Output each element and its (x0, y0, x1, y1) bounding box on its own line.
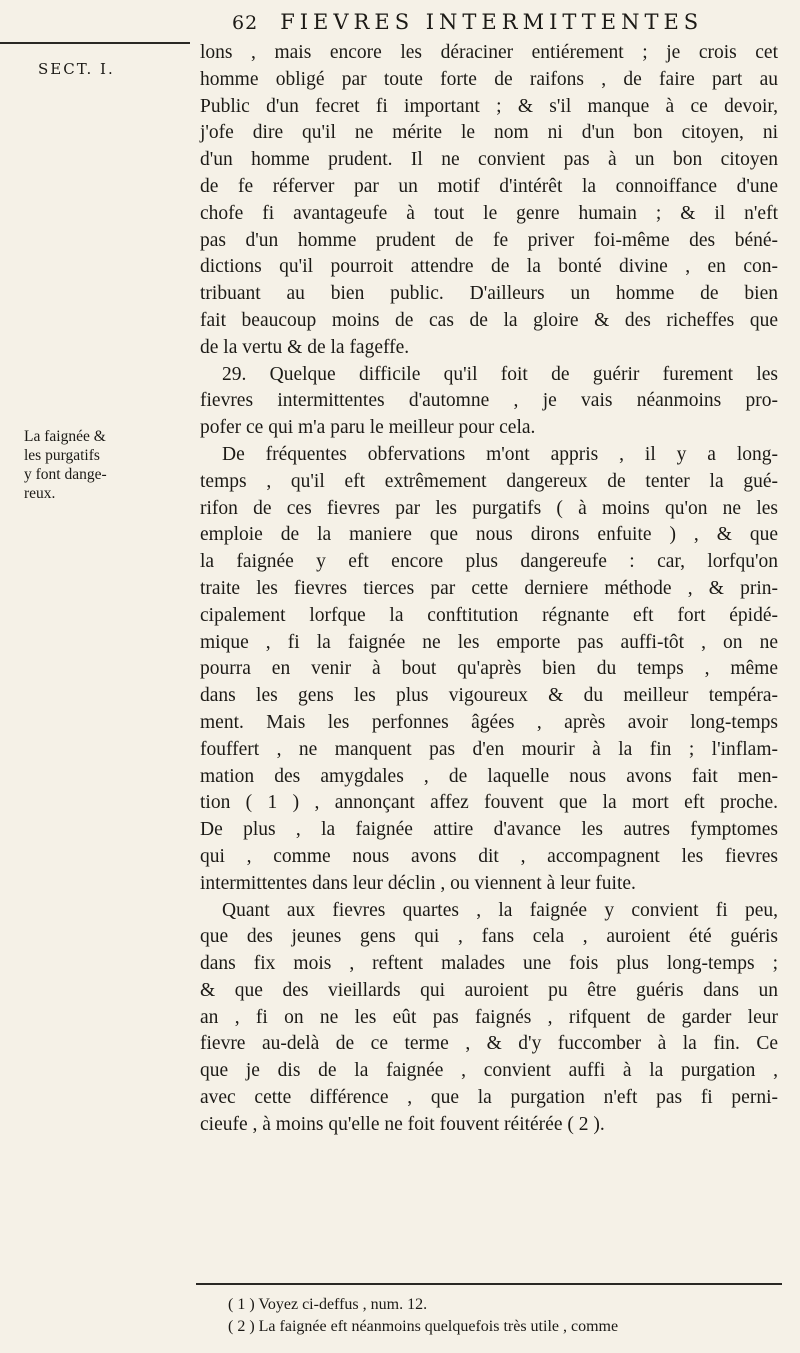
body-line: mation des amygdales , de laquelle nous avons fait men- (200, 765, 778, 787)
body-line: & que des vieillards qui auroient pu être guéris dans un (200, 979, 778, 1001)
body-line: temps , qu'il eft extrêmement dangereux de tenter la gué- (200, 470, 778, 492)
body-line: que des jeunes gens qui , fans cela , auroient été guéris (200, 926, 778, 948)
body-line: fait beaucoup moins de cas de la gloire & des richeffes que (200, 309, 778, 331)
footnote-1: ( 1 ) Voyez ci-deffus , num. 12. (228, 1296, 428, 1313)
body-line: ment. Mais les perfonnes âgées , après avoir long-temps (200, 711, 778, 733)
running-title: FIEVRES INTERMITTENTES (280, 10, 704, 34)
body-line: dans les gens les plus vigoureux & du meilleur tempéra- (200, 685, 778, 707)
body-line: que je dis de la faignée , convient auffi à la purgation , (200, 1060, 778, 1082)
body-line: avec cette différence , que la purgation n'eft pas fi perni- (200, 1087, 778, 1109)
body-line: j'ofe dire qu'il ne mérite le nom ni d'un bon citoyen, ni (200, 122, 778, 144)
running-header (232, 10, 792, 40)
body-line: tion ( 1 ) , annonçant affez fouvent que la mort eft proche. (200, 792, 778, 814)
body-line: cieufe , à moins qu'elle ne foit fouvent réitérée ( 2 ). (200, 1113, 605, 1135)
page-number: 62 (232, 12, 259, 34)
body-line: traite les fievres tierces par cette derniere méthode , & prin- (200, 577, 778, 599)
body-line: emploie de la maniere que nous dirons enfuite ) , & que (200, 524, 778, 546)
body-line: pofer ce qui m'a paru le meilleur pour cela. (200, 417, 536, 439)
margin-note-line: reux. (24, 485, 56, 502)
body-line: fievre au-delà de ce terme , & d'y fuccomber à la fin. Ce (200, 1033, 778, 1055)
body-line: De plus , la faignée attire d'avance les autres fymptomes (200, 819, 778, 841)
body-line: De fréquentes obfervations m'ont appris , il y a long- (222, 443, 778, 465)
body-line: cipalement lorfque la conftitution régnante eft fort épidé- (200, 604, 778, 626)
body-line: la faignée y eft encore plus dangereufe : car, lorfqu'on (200, 551, 778, 573)
body-line: 29. Quelque difficile qu'il foit de guérir furement les (222, 363, 778, 385)
body-line: homme obligé par toute forte de raifons , de faire part au (200, 68, 778, 90)
body-line: lons , mais encore les déraciner entiérement ; je crois cet (200, 42, 778, 63)
body-line: dans fix mois , reftent malades une fois plus long-temps ; (200, 953, 778, 975)
body-line: fouffert , ne manquent pas d'en mourir à la fin ; l'inflam- (200, 738, 778, 760)
margin-note-line: La faignée & (24, 428, 106, 445)
body-line: mique , fi la faignée ne les emporte pas auffi-tôt , on ne (200, 631, 778, 653)
body-line: Quant aux fievres quartes , la faignée y convient fi peu, (222, 899, 778, 921)
body-line: an , fi on ne les eût pas faignés , rifquent de garder leur (200, 1006, 778, 1028)
margin-note (24, 427, 142, 503)
body-line: qui , comme nous avons dit , accompagnent les fievres (200, 845, 778, 867)
body-line: intermittentes dans leur déclin , ou viennent à leur fuite. (200, 872, 636, 894)
body-line: de la vertu & de la fageffe. (200, 336, 410, 358)
body-line: rifon de ces fievres par les purgatifs ( à moins qu'on ne les (200, 497, 778, 519)
footnote-2: ( 2 ) La faignée eft néanmoins quelquefois très utile , comme (228, 1318, 619, 1335)
body-line: de fe réferver par un motif d'intérêt la connoiffance d'une (200, 175, 778, 197)
body-text (200, 40, 778, 1139)
body-line: pas d'un homme prudent de fe priver foi-même des béné- (200, 229, 778, 251)
body-line: Public d'un fecret fi important ; & s'il manque à ce devoir, (200, 95, 778, 117)
body-line: fievres intermittentes d'automne , je vais néanmoins pro- (200, 390, 778, 412)
body-line: chofe fi avantageufe à tout le genre humain ; & il n'eft (200, 202, 778, 224)
footnote-rule (196, 1283, 782, 1285)
header-rule (0, 42, 190, 44)
body-line: tribuant au bien public. D'ailleurs un homme de bien (200, 283, 778, 305)
margin-note-line: y font dange- (24, 466, 107, 483)
body-line: d'un homme prudent. Il ne convient pas à un bon citoyen (200, 149, 778, 171)
footnotes (228, 1294, 788, 1338)
margin-note-line: les purgatifs (24, 447, 100, 464)
body-line: pourra en venir à bout qu'après bien du temps , même (200, 658, 778, 680)
section-label: SECT. I. (38, 60, 115, 78)
body-line: dictions qu'il pourroit attendre de la bonté divine , en con- (200, 256, 778, 278)
